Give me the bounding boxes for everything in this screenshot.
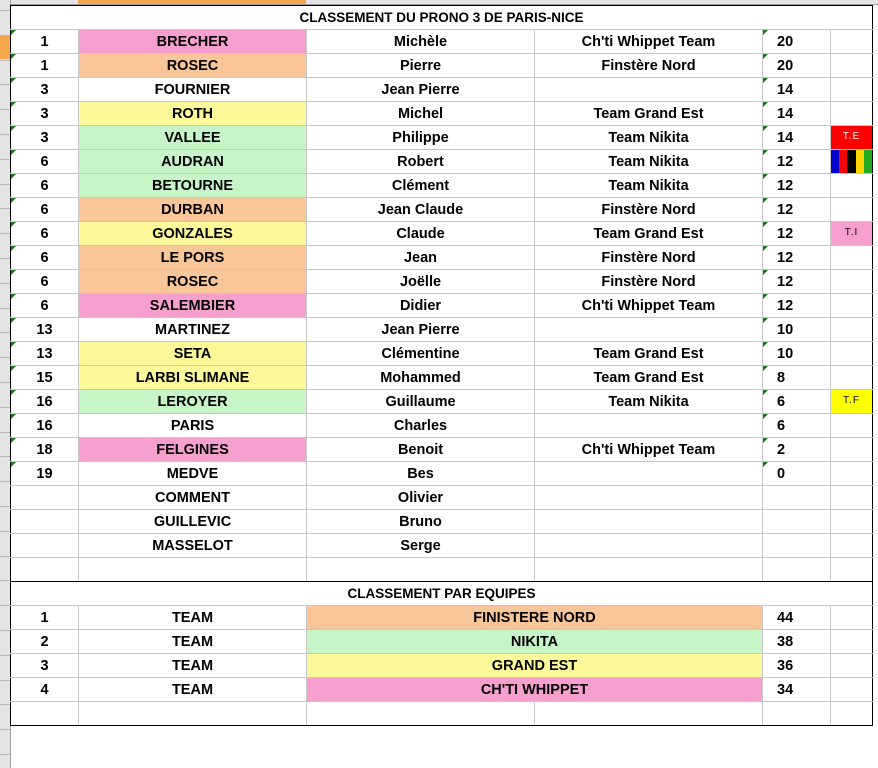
surname-cell[interactable]: MEDVE (79, 462, 307, 486)
team-cell[interactable]: Ch'ti Whippet Team (535, 438, 763, 462)
points-cell[interactable]: 0 (763, 462, 831, 486)
ranking-row (11, 222, 873, 246)
rank-cell[interactable]: 6 (11, 174, 79, 198)
team-ranking-row (11, 678, 873, 702)
team-cell[interactable]: Team Grand Est (535, 366, 763, 390)
tag-cell[interactable] (831, 414, 873, 438)
surname-cell[interactable]: LARBI SLIMANE (79, 366, 307, 390)
firstname-cell[interactable]: Jean (307, 246, 535, 270)
firstname-cell[interactable]: Bes (307, 462, 535, 486)
team-name-cell[interactable]: NIKITA (307, 630, 763, 654)
flag-stripe (831, 150, 839, 173)
points-cell[interactable]: 14 (763, 102, 831, 126)
cell-comment-marker (11, 150, 16, 155)
team-cell[interactable] (535, 414, 763, 438)
team-points-cell[interactable]: 36 (763, 654, 831, 678)
row-header-divider (0, 456, 10, 457)
surname-cell[interactable]: FOURNIER (79, 78, 307, 102)
team-cell[interactable] (535, 510, 763, 534)
tag-cell[interactable] (831, 510, 873, 534)
cell-comment-marker (11, 126, 16, 131)
surname-cell[interactable]: BRECHER (79, 30, 307, 54)
rank-cell[interactable]: 16 (11, 414, 79, 438)
team-label-cell[interactable]: TEAM (79, 654, 307, 678)
firstname-cell[interactable]: Charles (307, 414, 535, 438)
surname-cell[interactable]: LE PORS (79, 246, 307, 270)
flag-stripe (847, 150, 855, 173)
tag-cell[interactable] (831, 390, 873, 414)
firstname-cell[interactable]: Clément (307, 174, 535, 198)
ranking-row (11, 414, 873, 438)
spreadsheet-grid (10, 5, 873, 726)
tag-cell[interactable] (831, 198, 873, 222)
points-cell[interactable]: 12 (763, 198, 831, 222)
empty-cell[interactable] (307, 702, 535, 726)
firstname-cell[interactable]: Guillaume (307, 390, 535, 414)
row-header-divider (0, 432, 10, 433)
flag-stripe (839, 150, 847, 173)
flag-stripe (864, 150, 872, 173)
rank-cell[interactable]: 3 (11, 102, 79, 126)
rank-cell[interactable]: 3 (11, 78, 79, 102)
points-cell[interactable]: 20 (763, 30, 831, 54)
team-points-cell[interactable]: 38 (763, 630, 831, 654)
row-header-divider (0, 109, 10, 110)
points-cell[interactable]: 12 (763, 174, 831, 198)
team-label-cell[interactable]: TEAM (79, 678, 307, 702)
team-points-cell[interactable]: 34 (763, 678, 831, 702)
team-rank-cell[interactable]: 2 (11, 630, 79, 654)
empty-cell[interactable] (763, 702, 831, 726)
tag-badge: T.E (831, 126, 872, 149)
row-header-divider (0, 580, 10, 581)
cell-comment-marker (11, 294, 16, 299)
ranking-row (11, 510, 873, 534)
cell-comment-marker (11, 222, 16, 227)
surname-cell[interactable]: VALLEE (79, 126, 307, 150)
cell-comment-marker (11, 462, 16, 467)
surname-cell[interactable]: BETOURNE (79, 174, 307, 198)
ranking-row (11, 294, 873, 318)
firstname-cell[interactable]: Philippe (307, 126, 535, 150)
cell-comment-marker (763, 30, 768, 35)
cell-comment-marker (763, 462, 768, 467)
points-cell[interactable]: 12 (763, 222, 831, 246)
team-name-cell[interactable]: FINISTERE NORD (307, 606, 763, 630)
teams-title-row (11, 582, 873, 606)
row-header-divider (0, 10, 10, 11)
firstname-cell[interactable]: Bruno (307, 510, 535, 534)
row-header-divider (0, 184, 10, 185)
empty-cell[interactable] (763, 558, 831, 582)
points-cell[interactable]: 14 (763, 78, 831, 102)
rank-cell[interactable]: 1 (11, 54, 79, 78)
cell-comment-marker (11, 318, 16, 323)
firstname-cell[interactable]: Claude (307, 222, 535, 246)
ranking-row (11, 270, 873, 294)
cell-comment-marker (11, 414, 16, 419)
ranking-row (11, 534, 873, 558)
team-rank-cell[interactable]: 3 (11, 654, 79, 678)
surname-cell[interactable]: ROSEC (79, 54, 307, 78)
ranking-row (11, 78, 873, 102)
row-header-divider (0, 556, 10, 557)
row-header-divider (0, 506, 10, 507)
tag-cell[interactable] (831, 534, 873, 558)
firstname-cell[interactable]: Michel (307, 102, 535, 126)
firstname-cell[interactable]: Jean Claude (307, 198, 535, 222)
points-cell[interactable]: 10 (763, 342, 831, 366)
cell-comment-marker (763, 414, 768, 419)
tag-cell[interactable] (831, 366, 873, 390)
firstname-cell[interactable]: Pierre (307, 54, 535, 78)
rank-cell[interactable]: 3 (11, 126, 79, 150)
team-cell[interactable]: Finstère Nord (535, 198, 763, 222)
teams-title[interactable]: CLASSEMENT PAR EQUIPES (11, 582, 873, 606)
row-header-divider (0, 283, 10, 284)
team-cell[interactable]: Team Nikita (535, 126, 763, 150)
rank-cell[interactable]: 6 (11, 198, 79, 222)
tag-badge: T.I (831, 222, 872, 245)
points-cell[interactable]: 6 (763, 390, 831, 414)
cell-comment-marker (763, 126, 768, 131)
row-header-divider (0, 208, 10, 209)
ranking-title[interactable]: CLASSEMENT DU PRONO 3 DE PARIS-NICE (11, 6, 873, 30)
team-cell[interactable]: Team Nikita (535, 390, 763, 414)
empty-cell[interactable] (831, 558, 873, 582)
cell-comment-marker (763, 174, 768, 179)
tricolor-flag-icon (831, 150, 872, 173)
team-cell[interactable]: Team Nikita (535, 174, 763, 198)
surname-cell[interactable]: PARIS (79, 414, 307, 438)
row-header-divider (0, 407, 10, 408)
rank-cell[interactable]: 15 (11, 366, 79, 390)
rank-cell[interactable]: 6 (11, 222, 79, 246)
surname-cell[interactable]: FELGINES (79, 438, 307, 462)
cell-comment-marker (11, 78, 16, 83)
row-header-divider (0, 481, 10, 482)
tag-cell[interactable] (831, 342, 873, 366)
points-cell[interactable]: 6 (763, 414, 831, 438)
cell-comment-marker (11, 342, 16, 347)
tag-cell[interactable] (831, 270, 873, 294)
cell-comment-marker (763, 366, 768, 371)
team-label-cell[interactable]: TEAM (79, 606, 307, 630)
empty-cell[interactable] (831, 702, 873, 726)
points-cell[interactable]: 12 (763, 150, 831, 174)
points-cell[interactable] (763, 510, 831, 534)
ranking-row (11, 342, 873, 366)
cell-comment-marker (11, 366, 16, 371)
cell-comment-marker (763, 342, 768, 347)
empty-cell[interactable] (831, 606, 873, 630)
empty-cell[interactable] (831, 630, 873, 654)
rank-cell[interactable] (11, 510, 79, 534)
row-header-divider (0, 655, 10, 656)
points-cell[interactable]: 14 (763, 126, 831, 150)
points-cell[interactable]: 10 (763, 318, 831, 342)
tag-cell[interactable] (831, 150, 873, 174)
firstname-cell[interactable]: Michèle (307, 30, 535, 54)
surname-cell[interactable]: ROSEC (79, 270, 307, 294)
firstname-cell[interactable]: Serge (307, 534, 535, 558)
row-header-divider (0, 357, 10, 358)
ranking-row (11, 198, 873, 222)
cell-comment-marker (763, 102, 768, 107)
row-header-divider (0, 84, 10, 85)
tag-badge: T.F (831, 390, 872, 413)
rank-cell[interactable]: 18 (11, 438, 79, 462)
points-cell[interactable]: 20 (763, 54, 831, 78)
tag-cell[interactable] (831, 126, 873, 150)
ranking-title-row (11, 6, 873, 30)
team-cell[interactable]: Ch'ti Whippet Team (535, 30, 763, 54)
row-header-divider (0, 729, 10, 730)
cell-comment-marker (763, 294, 768, 299)
cell-comment-marker (11, 246, 16, 251)
ranking-row (11, 30, 873, 54)
rank-cell[interactable]: 13 (11, 318, 79, 342)
row-header-divider (0, 680, 10, 681)
tag-cell[interactable] (831, 294, 873, 318)
cell-comment-marker (763, 438, 768, 443)
firstname-cell[interactable]: Mohammed (307, 366, 535, 390)
team-ranking-row (11, 606, 873, 630)
ranking-row (11, 246, 873, 270)
row-header-divider (0, 35, 10, 36)
surname-cell[interactable]: COMMENT (79, 486, 307, 510)
empty-cell[interactable] (11, 558, 79, 582)
surname-cell[interactable]: MASSELOT (79, 534, 307, 558)
rank-cell[interactable]: 6 (11, 270, 79, 294)
tag-cell[interactable] (831, 486, 873, 510)
firstname-cell[interactable]: Benoit (307, 438, 535, 462)
tag-cell[interactable] (831, 174, 873, 198)
points-cell[interactable]: 2 (763, 438, 831, 462)
ranking-row (11, 126, 873, 150)
cell-comment-marker (763, 390, 768, 395)
rank-cell[interactable]: 19 (11, 462, 79, 486)
tag-cell[interactable] (831, 222, 873, 246)
surname-cell[interactable]: GONZALES (79, 222, 307, 246)
tag-cell[interactable] (831, 102, 873, 126)
team-cell[interactable] (535, 462, 763, 486)
row-header-divider (0, 382, 10, 383)
blank-row (11, 558, 873, 582)
points-cell[interactable]: 12 (763, 270, 831, 294)
empty-cell[interactable] (79, 558, 307, 582)
ranking-row (11, 174, 873, 198)
empty-cell[interactable] (11, 702, 79, 726)
tag-cell[interactable] (831, 462, 873, 486)
rank-cell[interactable] (11, 534, 79, 558)
surname-cell[interactable]: AUDRAN (79, 150, 307, 174)
cell-comment-marker (763, 54, 768, 59)
rank-cell[interactable]: 6 (11, 246, 79, 270)
cell-comment-marker (11, 198, 16, 203)
cell-comment-marker (11, 102, 16, 107)
row-header-divider (0, 233, 10, 234)
team-cell[interactable] (535, 318, 763, 342)
team-cell[interactable]: Team Nikita (535, 150, 763, 174)
ranking-row (11, 366, 873, 390)
tag-cell[interactable] (831, 246, 873, 270)
flag-stripe (856, 150, 864, 173)
tag-cell[interactable] (831, 438, 873, 462)
empty-cell[interactable] (831, 654, 873, 678)
points-cell[interactable] (763, 486, 831, 510)
cell-comment-marker (763, 270, 768, 275)
row-header-divider (0, 134, 10, 135)
cell-comment-marker (11, 390, 16, 395)
empty-cell[interactable] (307, 558, 535, 582)
team-cell[interactable]: Finstère Nord (535, 270, 763, 294)
team-cell[interactable]: Team Grand Est (535, 102, 763, 126)
rank-cell[interactable]: 6 (11, 150, 79, 174)
empty-cell[interactable] (535, 558, 763, 582)
selected-row-indicator (0, 35, 10, 59)
surname-cell[interactable]: LEROYER (79, 390, 307, 414)
surname-cell[interactable]: ROTH (79, 102, 307, 126)
points-cell[interactable]: 8 (763, 366, 831, 390)
row-header-divider (0, 754, 10, 755)
team-label-cell[interactable]: TEAM (79, 630, 307, 654)
ranking-row (11, 438, 873, 462)
row-header-divider (0, 159, 10, 160)
empty-cell[interactable] (535, 702, 763, 726)
team-rank-cell[interactable]: 4 (11, 678, 79, 702)
tag-cell[interactable] (831, 54, 873, 78)
team-cell[interactable]: Finstère Nord (535, 54, 763, 78)
team-name-cell[interactable]: CH'TI WHIPPET (307, 678, 763, 702)
team-cell[interactable] (535, 78, 763, 102)
tag-cell[interactable] (831, 78, 873, 102)
team-cell[interactable] (535, 486, 763, 510)
team-ranking-row (11, 630, 873, 654)
rank-cell[interactable]: 16 (11, 390, 79, 414)
surname-cell[interactable]: SETA (79, 342, 307, 366)
surname-cell[interactable]: MARTINEZ (79, 318, 307, 342)
ranking-row (11, 318, 873, 342)
team-cell[interactable] (535, 534, 763, 558)
rank-cell[interactable] (11, 486, 79, 510)
blank-row (11, 702, 873, 726)
tag-cell[interactable] (831, 30, 873, 54)
cell-comment-marker (11, 54, 16, 59)
firstname-cell[interactable]: Jean Pierre (307, 318, 535, 342)
cell-comment-marker (763, 198, 768, 203)
team-cell[interactable]: Team Grand Est (535, 222, 763, 246)
cell-comment-marker (763, 150, 768, 155)
cell-comment-marker (763, 318, 768, 323)
empty-cell[interactable] (831, 678, 873, 702)
row-header-divider (0, 704, 10, 705)
row-header-divider (0, 332, 10, 333)
row-header-divider (0, 60, 10, 61)
row-header-divider (0, 630, 10, 631)
ranking-row (11, 486, 873, 510)
firstname-cell[interactable]: Didier (307, 294, 535, 318)
surname-cell[interactable]: SALEMBIER (79, 294, 307, 318)
team-name-cell[interactable]: GRAND EST (307, 654, 763, 678)
team-ranking-row (11, 654, 873, 678)
cell-comment-marker (11, 174, 16, 179)
cell-comment-marker (763, 222, 768, 227)
firstname-cell[interactable]: Joëlle (307, 270, 535, 294)
ranking-row (11, 102, 873, 126)
ranking-row (11, 462, 873, 486)
tag-cell[interactable] (831, 318, 873, 342)
row-header-divider (0, 531, 10, 532)
points-cell[interactable]: 12 (763, 294, 831, 318)
cell-comment-marker (11, 270, 16, 275)
cell-comment-marker (11, 30, 16, 35)
points-cell[interactable]: 12 (763, 246, 831, 270)
firstname-cell[interactable]: Jean Pierre (307, 78, 535, 102)
ranking-row (11, 150, 873, 174)
empty-cell[interactable] (79, 702, 307, 726)
surname-cell[interactable]: DURBAN (79, 198, 307, 222)
firstname-cell[interactable]: Clémentine (307, 342, 535, 366)
firstname-cell[interactable]: Olivier (307, 486, 535, 510)
points-cell[interactable] (763, 534, 831, 558)
ranking-row (11, 390, 873, 414)
cell-comment-marker (763, 78, 768, 83)
row-header-divider (0, 308, 10, 309)
cell-comment-marker (11, 438, 16, 443)
selected-column-indicator (78, 0, 306, 4)
team-cell[interactable]: Finstère Nord (535, 246, 763, 270)
rank-cell[interactable]: 13 (11, 342, 79, 366)
row-header-divider (0, 258, 10, 259)
team-rank-cell[interactable]: 1 (11, 606, 79, 630)
surname-cell[interactable]: GUILLEVIC (79, 510, 307, 534)
rank-cell[interactable]: 6 (11, 294, 79, 318)
row-header-divider (0, 605, 10, 606)
firstname-cell[interactable]: Robert (307, 150, 535, 174)
ranking-row (11, 54, 873, 78)
team-points-cell[interactable]: 44 (763, 606, 831, 630)
team-cell[interactable]: Ch'ti Whippet Team (535, 294, 763, 318)
team-cell[interactable]: Team Grand Est (535, 342, 763, 366)
cell-comment-marker (763, 246, 768, 251)
rank-cell[interactable]: 1 (11, 30, 79, 54)
